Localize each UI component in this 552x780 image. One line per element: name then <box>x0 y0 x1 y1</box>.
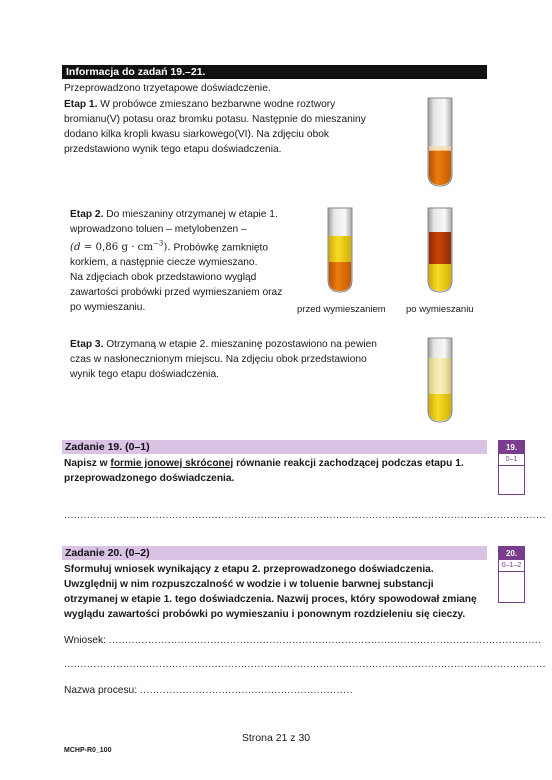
page-number: Strona 21 z 30 <box>241 732 311 744</box>
caption-after-mixing: po wymieszaniu <box>406 304 474 315</box>
task20-header: Zadanie 20. (0–2) <box>62 546 487 560</box>
task20-second-line[interactable]: ................................................................................................................................................... <box>64 659 546 670</box>
task20-conclusion-line[interactable]: Wniosek: .................................................................................................................................... <box>64 635 542 646</box>
task20-score-number: 20. <box>499 547 524 560</box>
task20-score-box <box>498 546 525 603</box>
task20-score-range: 0–1–2 <box>499 560 524 572</box>
stage3-tube-photo <box>420 336 460 426</box>
tube-after-mixing-photo <box>420 206 460 296</box>
task19-instruction: Napisz w formie jonowej skróconej równanie reakcji zachodzącej podczas etapu 1. przeprowadzonego doświadczenia. <box>64 458 464 484</box>
stage1-tube-photo <box>420 96 460 190</box>
stage3-label: Etap 3. <box>70 339 104 350</box>
task19-header: Zadanie 19. (0–1) <box>62 440 487 454</box>
task20-instruction: Sformułuj wniosek wynikający z etapu 2. przeprowadzonego doświadczenia. Uwzględnij w nim rozpuszczalność w wodzie i w toluenie barwnej substancji otrzymanej w etapie 1. tego doświadczenia. Nazwij proces, który spowodował zmianę wyglądu zawartości probówki po wymieszaniu i ponownym rozdzieleniu się cieczy. <box>64 564 477 620</box>
tube-before-mixing-photo <box>320 206 360 296</box>
intro-text: Przeprowadzono trzyetapowe doświadczenie. <box>64 83 271 94</box>
stage2-text: Etap 2. Do mieszaniny otrzymanej w etapie 1. wprowadzono toluen – metylobenzen – (d = 0,86 $g \cdot cm^{-3}$). Probówkę zamknięto korkiem, a następnie ciecze wymieszano. Na zdjęciach obok przedstawiono wygląd zawartości probówki przed wymieszaniem oraz po wymieszaniu. <box>70 209 283 314</box>
task19-score-range: 0–1 <box>499 454 524 466</box>
task19-score-number: 19. <box>499 441 524 454</box>
stage3-text: Etap 3. Otrzymaną w etapie 2. mieszaninę pozostawiono na pewien czas w nasłonecznionym miejscu. Na zdjęciu obok przedstawiono wynik tego etapu doświadczenia. <box>70 339 377 380</box>
task20-process-line[interactable]: Nazwa procesu: ................................................................. <box>64 685 353 696</box>
info-header: Informacja do zadań 19.–21. <box>62 65 487 79</box>
caption-before-mixing: przed wymieszaniem <box>297 304 386 315</box>
stage1-text: Etap 1. W probówce zmieszano bezbarwne wodne roztwory bromianu(V) potasu oraz bromku potasu. Następnie do mieszaniny dodano kilka kropli kwasu siarkowego(VI). Na zdjęciu obok przedstawiono wynik tego etapu doświadczenia. <box>64 99 366 155</box>
task19-score-box <box>498 440 525 495</box>
stage2-label: Etap 2. <box>70 209 104 220</box>
exam-code: MCHP-R0_100 <box>64 747 112 754</box>
stage1-label: Etap 1. <box>64 99 98 110</box>
density-formula: (d = 0,86 $g \cdot cm^{-3}$). <box>70 240 171 254</box>
task19-answer-line[interactable]: ................................................................................................................................................... <box>64 510 546 521</box>
conclusion-label: Wniosek: <box>64 635 109 646</box>
process-label: Nazwa procesu: <box>64 685 140 696</box>
